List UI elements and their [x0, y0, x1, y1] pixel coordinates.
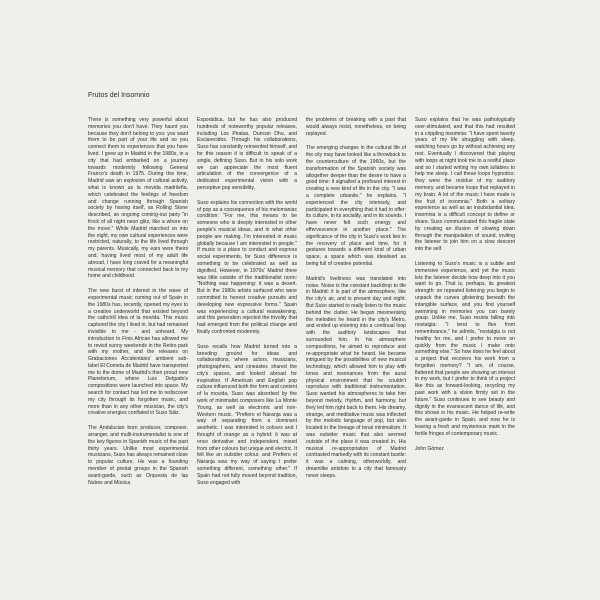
paragraph: Suso explains that he was pathologically over-stimulated, and that this had resulted in a crippling insomnia: "I have spent twenty years of my life struggling with sleep, watching hours go by without achieving any rest. Eventually I discovered that playing with loops at night took me to a restful place and so I started writing my own lullabies to help me sleep. I call these loops hypnotics: they were the residue of my auditory memory, and became loops that replayed in my brain. A lot of the music I have made is the fruit of insomnia." Both a solitary experience as well as an insubstantial idea, insomnia is a difficult concept to define or share. Suso communicated this fragile state by creating an illusion of slowing down through the manipulation of sound, inviting the listener to join him on a slow descent into the self.: [415, 117, 515, 253]
paragraph: the problems of breaking with a past that would always insist, nonetheless, on being replayed.: [306, 117, 406, 137]
paragraph: Listening to Suso's music is a subtle and immersive experience, and yet the music lets the listener decide how deep into it you want to go. That is, perhaps, its greatest strength: on repeated listening you begin to unpack the curves glistening beneath the intangible surface, and you find yourself swimming in memories you can barely grasp. Unlike me, Suso resists falling into nostalgia: "I tend to flee from remembrance," he admits, "nostalgia is not healthy for me, and I prefer to move on quickly from the music I make onto something else." So how does he feel about a project that recovers his work from a forgotten memory? "I am, of course, flattered that people are showing an interest in my work, but I prefer to think of a project like this as forward-looking, recycling my past work with a vision firmly set in the future." Suso continues to see beauty and dignity in the evanescent dance of life, and this shows in his music. He helped re-write the avant-garde in Spain, and now he is leaving a fresh and mysterious mark in the fertile fringes of contemporary music.: [415, 260, 515, 437]
text-column-2: [197, 117, 297, 577]
paragraph: Suso recalls how Madrid turned into a breeding ground for ideas and collaborations, where actors, musicians, photographers, and cineastes shared the city's spaces, and looked abroad for inspiration. If American and English pop culture influenced both the form and content of la movida, Suso was absorbed by the work of minimalist composers like La Monte Young, as well as electronic and non-Western music. "Prefiero el Naranja was a way of separating from a dominant aesthetic. I was interested in colours and I thought of orange as a hybrid: it was at once derivative and independent, mixed from other colours but unique and electric. It felt like an outsider colour, and Prefiero el Naranja was my way of saying I prefer something different, something other." If Spain had not fully moved beyond tradition, Suso engaged with: [197, 343, 297, 486]
text-column-1: [88, 117, 188, 577]
paragraph: There is something very powerful about memories you don't have. They haunt you because they don't belong to you: you want them to be part of your life and so you connect them to experiences that you have lived. I grew up in Madrid in the 1980s, in a city that had embarked on a journey towards modernity following General Franco's death in 1975. During this time, Madrid saw an explosion of cultural activity, what is known as la movida madrileña, which celebrated the feelings of freedom and change running through Spanish society by having itself, as Rolling Stone described, an ongoing coming-out party "in frock of all night neon glitz, like a whore on the move." While Madrid marched on into the night, my own cultural experiences were restricted, naturally, to the life lived through my parents. Musically, my ears were theirs and, having lived most of my adult life abroad, I have long craved for a meaningful musical memory that connected back to my home and childhood.: [88, 117, 188, 280]
text-columns: [88, 117, 518, 577]
paragraph: The Andalucian born producer, composer, arranger, and multi-instrumentalist is one of the key figures in Spanish music of the past thirty years. Unlike most experimental musicians, Suso has always remained close to popular culture. He was a founding member of pivotal groups in the Spanish avant-garde, such as Orquesta de las Nubes and Música: [88, 425, 188, 486]
paragraph: The new burst of interest in the wave of experimental music coming out of Spain in the 1980s has, recently, opened my eyes to a creative underworld that existed beyond the cathchill idea of la movida. This music captured the city I lived in, but had remained invisible to me - and unheard. My introduction to Finis Africae has allowed me to revisit sunny weekends in the Retiro park with my mother, and the releases on Grabaciones Accidentales' ambient sub-label El Cometa de Madrid have transported me to the dome of Madrid's then proud new Planetorium, where Luis Delgado's compositions were launched into space. My search for contact has led me to rediscover my city through its forgotten music, and more than in any other musician, the city's creative energies conflated in Suso Sáiz.: [88, 288, 188, 417]
paragraph: The emerging changes in the cultural life of the city may have looked like a throwback to the counterculture of the 1960s, but the transformation of the Spanish society was altogether deeper than the desire to have a good time: it signalled a profound interest in creating a new kind of life in the city. "I was a complete urbanite," he explains, "I experienced the city intensely, and participated in everything that it had to offer: its culture, in its sociality, and in its sounds. I have never felt such energy and effervescence in another place." The significance of the city in Suso's work lies in the recovery of place and time, for it gestures towards a different kind of urban space, a space which was idealised as being full of creative potential.: [306, 145, 406, 267]
text-column-3: [306, 117, 406, 577]
paragraph: Esporádica, but he has also produced hundreds of noteworthy popular releases, including Los Piratas, Duncan Dhu, and Esclarecidos. Through his collaborations, Suso has constantly reinvented himself, and for this reason it is difficult to speak of a single, defining Suso. But in his solo work we can appreciate the most fluent articulation of the convergence of a dedicated experimental vision with a perceptive pop sensibility.: [197, 117, 297, 191]
text-column-4: [415, 117, 515, 577]
paragraph: Madrid's liveliness was translated into noise. Noise is the constant backdrop to life in Madrid: it is part of the atmosphere, like the city's air, and is present day and night. But Suso started to really listen to the music behind the clatter. He began mesmerising the melodies he heard in the city's Metro, and ended up entering into a continual loop with the auditory landscapes that surrounded him. In his atmosphere compositions, he aimed to reproduce and re-appropriate what he heard. He became intrigued by the possibilities of new musical technology, which allowed him to play with tones and resonances from the aural physical environment that he couldn't reproduce with traditional instrumentation. Suso wanted his atmospheres to take him beyond melody, rhythm, and harmony, but they led him right back to them. His dreamy, strange, and meditative music was inflected by the melodic language of pop, but also located in the lineage of tonal minimalism. It was outsider music that also seemed outside of the place it was created in. His musical re-appropriation of Madrid contrasted markedly with its constant bustle: it was a calming, otherworldly, and dreamlike antidote to a city that famously never sleeps.: [306, 275, 406, 479]
author-signature: John Gómez: [415, 445, 444, 452]
page-title: Frutos del Insomnio: [88, 92, 150, 99]
paragraph: Suso explains his connection with the world of pop as a consequence of his melomaniac condition: "For me, this means to be someone who is deeply interested in other people's musical ideas, and in what other people are making. I'm interested in music globally because I am interested in people." If music is a place to conduct and express social experiments, for Suso difference is something to be celebrated as well as dignified. However, in 1970s' Madrid there was little outside of the traditionalist norm: "Nothing was happening: it was a desert. But in the 1980s artists surfaced who were committed to honest creative pursuits and developing new expressive forms." Spain was experiencing a cultural reawakening, and this generation rejected the frivolity that had emerged from the political change and finally confronted modernity.: [197, 199, 297, 335]
